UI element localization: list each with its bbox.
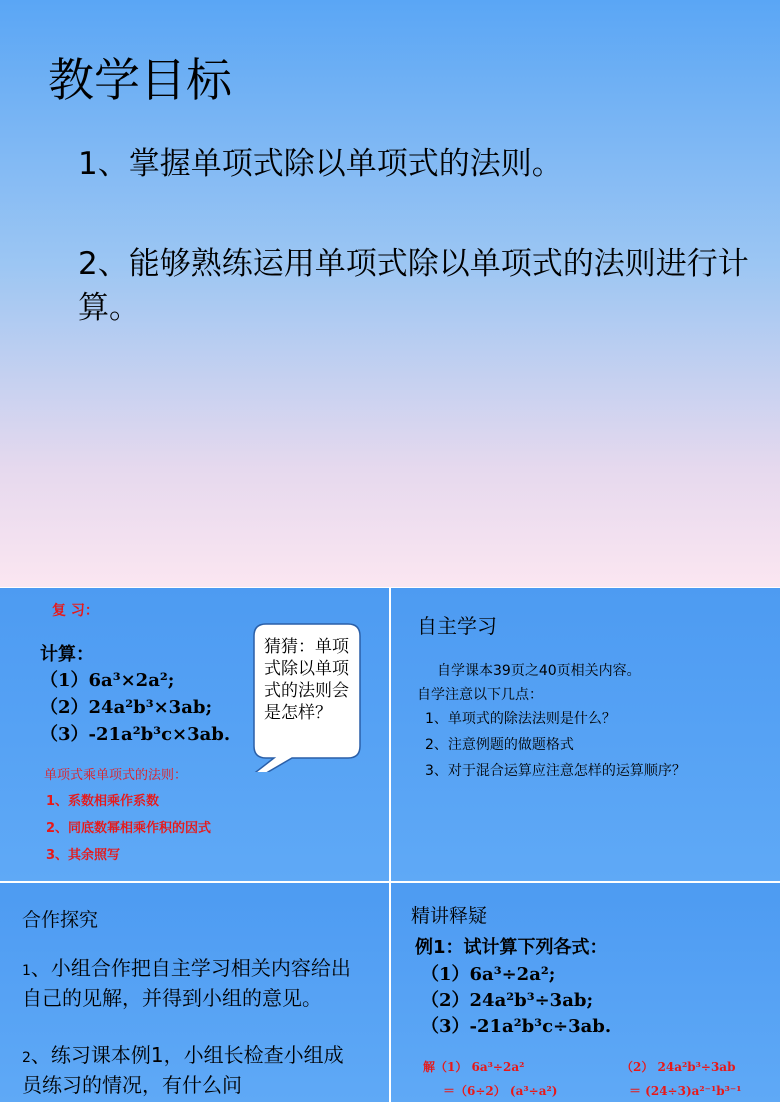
coop-item-1 <box>22 955 362 1012</box>
rule-heading: 单项式乘单项式的法则： <box>44 768 188 783</box>
self-study-intro: 自学课本39页之40页相关内容。 <box>437 663 641 679</box>
self-study-question-1: 1、单项式的除法法则是什么？ <box>425 711 616 727</box>
exercise-3 <box>40 720 230 746</box>
coop-item-number: 1 <box>22 963 31 979</box>
speech-bubble-text: 猜猜：单项式除以单项式的法则会是怎样？ <box>264 637 349 723</box>
example-item-1 <box>421 960 555 986</box>
coop-heading: 合作探究 <box>22 909 99 931</box>
review-heading: 复 习： <box>52 603 99 619</box>
rule-item-2: 2、同底数幂相乘作积的因式 <box>46 821 212 836</box>
goal-item-1: 1、掌握单项式除以单项式的法则。 <box>78 146 563 182</box>
example-expr: 24a²b³÷3ab; <box>469 990 594 1011</box>
example-label: 例1：试计算下列各式： <box>415 937 608 958</box>
coop-item-text: 、小组合作把自主学习相关内容给出自己的见解，并得到小组的意见。 <box>22 956 351 1010</box>
exercise-2 <box>40 693 212 719</box>
explain-heading: 精讲释疑 <box>411 905 488 927</box>
explain-slide <box>391 883 780 1102</box>
exercise-1 <box>40 666 174 692</box>
solution-2-line-2: ＝ (24÷3)a²⁻¹b³⁻¹ <box>629 1084 742 1098</box>
exercise-expr: 6a³×2a²; <box>88 670 175 691</box>
solution-2-line-1: （2） 24a²b³÷3ab <box>621 1060 736 1074</box>
example-item-3 <box>421 1012 611 1038</box>
solution-1-line-1: 解（1） 6a³÷2a² <box>423 1060 525 1074</box>
example-expr: 6a³÷2a²; <box>469 964 556 985</box>
exercise-expr: -21a²b³c×3ab. <box>88 724 231 745</box>
calc-label: 计算： <box>40 644 94 665</box>
self-study-slide <box>391 588 780 881</box>
example-expr: -21a²b³c÷3ab. <box>469 1016 612 1037</box>
example-prefix: （2） <box>421 990 470 1011</box>
example-prefix: （1） <box>421 964 470 985</box>
self-study-heading: 自主学习 <box>417 614 497 638</box>
rule-item-3: 3、其余照写 <box>46 848 121 863</box>
coop-item-text: 、练习课本例1，小组长检查小组成员练习的情况，有什么问 <box>22 1043 344 1097</box>
exercise-prefix: （3） <box>40 724 89 745</box>
coop-item-2 <box>22 1042 362 1099</box>
self-study-question-2: 2、注意例题的做题格式 <box>425 737 574 753</box>
solution-1-line-2: ＝（6÷2） (a³÷a²) <box>443 1084 558 1098</box>
self-study-note: 自学注意以下几点： <box>417 687 543 703</box>
coop-slide <box>0 883 389 1102</box>
exercise-expr: 24a²b³×3ab; <box>88 697 213 718</box>
slide-title: 教学目标 <box>48 53 232 107</box>
self-study-question-3: 3、对于混合运算应注意怎样的运算顺序？ <box>425 763 686 779</box>
example-prefix: （3） <box>421 1016 470 1037</box>
goal-item-2: 2、能够熟练运用单项式除以单项式的法则进行计算。 <box>78 246 749 326</box>
review-slide <box>0 588 389 881</box>
rule-item-1: 1、系数相乘作系数 <box>46 794 160 809</box>
exercise-prefix: （2） <box>40 697 89 718</box>
example-item-2 <box>421 986 593 1012</box>
coop-item-number: 2 <box>22 1050 31 1066</box>
exercise-prefix: （1） <box>40 670 89 691</box>
